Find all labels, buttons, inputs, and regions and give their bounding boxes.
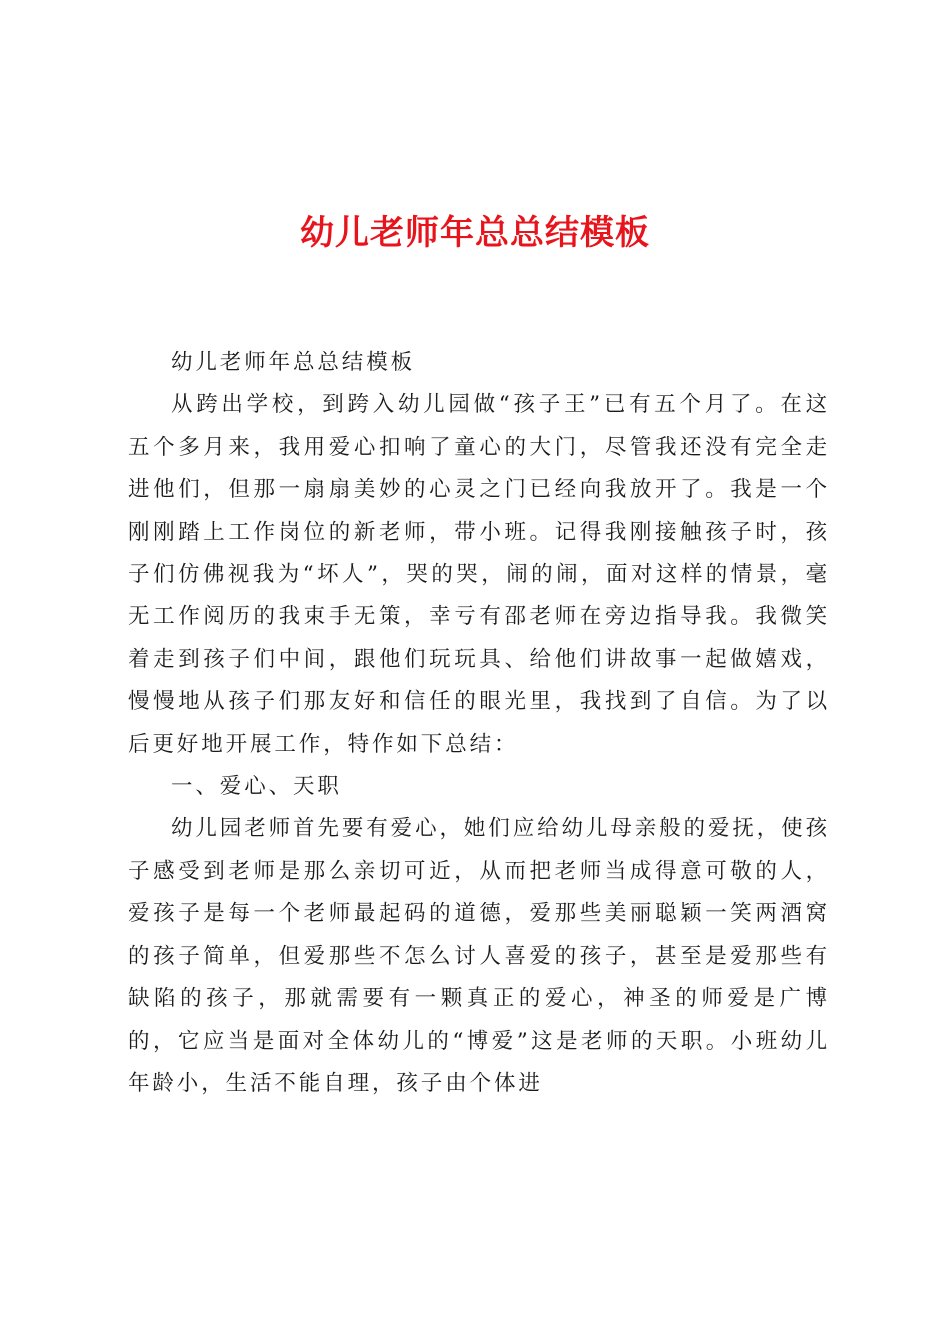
document-body bbox=[128, 342, 830, 1105]
intro-paragraph: 从跨出学校，到跨入幼儿园做“孩子王”已有五个月了。在这五个多月来，我用爱心扣响了童心的大门，尽管我还没有完全走进他们，但那一扇扇美妙的心灵之门已经向我放开了。我是一个刚刚踏上工作岗位的新老师，带小班。记得我刚接触孩子时，孩子们仿佛视我为“坏人”，哭的哭，闹的闹，面对这样的情景，毫无工作阅历的我束手无策，幸亏有邵老师在旁边指导我。我微笑着走到孩子们中间，跟他们玩玩具、给他们讲故事一起做嬉戏，慢慢地从孩子们那友好和信任的眼光里，我找到了自信。为了以后更好地开展工作，特作如下总结： bbox=[128, 392, 830, 757]
section-heading: 一、爱心、天职 bbox=[171, 774, 342, 800]
section-paragraph: 幼儿园老师首先要有爱心，她们应给幼儿母亲般的爱抚，使孩子感受到老师是那么亲切可近，从而把老师当成得意可敬的人，爱孩子是每一个老师最起码的道德，爱那些美丽聪颖一笑两酒窝的孩子简单，但爱那些不怎么讨人喜爱的孩子，甚至是爱那些有缺陷的孩子，那就需要有一颗真正的爱心，神圣的师爱是广博的，它应当是面对全体幼儿的“博爱”这是老师的天职。小班幼儿年龄小，生活不能自理，孩子由个体进 bbox=[128, 816, 830, 1096]
document-title: 幼儿老师年总总结模板 bbox=[300, 213, 650, 253]
subtitle-paragraph: 幼儿老师年总总结模板 bbox=[171, 350, 416, 375]
